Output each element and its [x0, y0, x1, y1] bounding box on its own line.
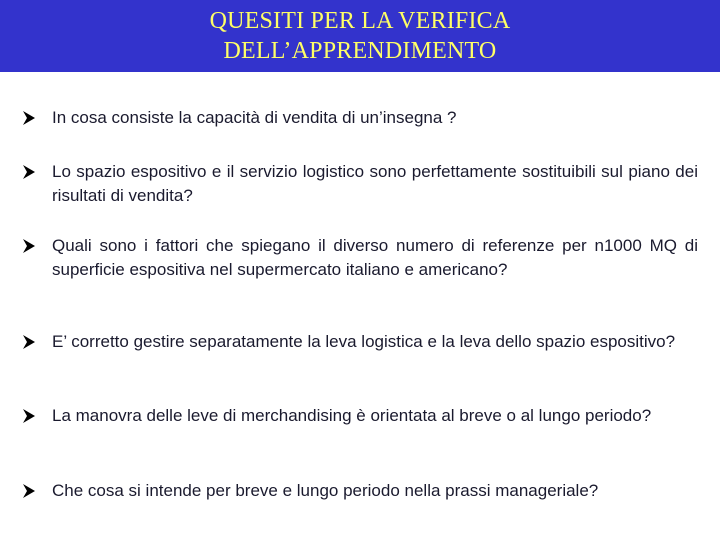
question-text: In cosa consiste la capacità di vendita di un’insegna ? — [52, 108, 457, 127]
page-title-line-1: QUESITI PER LA VERIFICA — [209, 8, 511, 34]
arrowhead-bullet-icon — [22, 479, 52, 503]
arrowhead-bullet-icon — [22, 404, 52, 428]
question-text: La manovra delle leve di merchandising è orientata al breve o al lungo periodo? — [52, 406, 652, 425]
question-item — [22, 234, 698, 282]
arrowhead-bullet-icon — [22, 330, 52, 354]
question-item — [22, 404, 698, 428]
question-text: Quali sono i fattori che spiegano il diverso numero di referenze per n1000 MQ di superficie espositiva nel supermercato italiano e americano? — [52, 236, 698, 279]
question-item — [22, 330, 698, 354]
question-item — [22, 479, 698, 503]
arrowhead-bullet-icon — [22, 160, 52, 184]
question-item — [22, 106, 698, 130]
question-text: Che cosa si intende per breve e lungo periodo nella prassi manageriale? — [52, 481, 599, 500]
arrowhead-bullet-icon — [22, 106, 52, 130]
question-text: Lo spazio espositivo e il servizio logistico sono perfettamente sostituibili sul piano dei risultati di vendita? — [52, 162, 698, 205]
page-title-line-2: DELL’APPRENDIMENTO — [223, 38, 497, 64]
question-text: E’ corretto gestire separatamente la leva logistica e la leva dello spazio espositivo? — [52, 332, 676, 351]
question-item — [22, 160, 698, 208]
title-banner — [0, 0, 720, 72]
arrowhead-bullet-icon — [22, 234, 52, 258]
